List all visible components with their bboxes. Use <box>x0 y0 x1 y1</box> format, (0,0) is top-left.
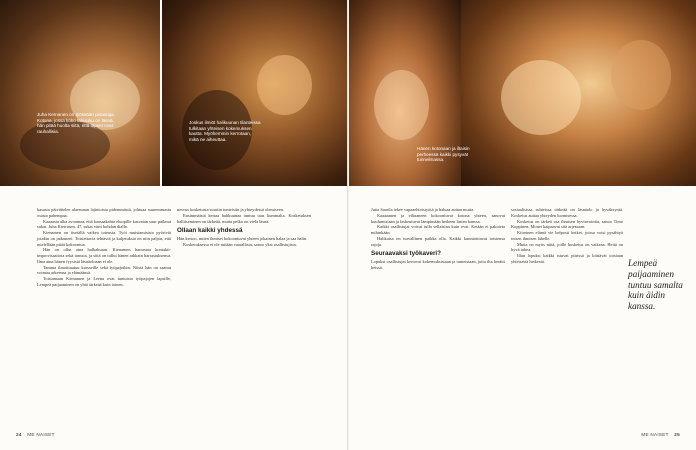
paragraph: Hän on ollut aina halkaksaan. Kienamen harrastaa kontakti-improvisaatiota sekä tanssia, ja siitä on tullut hänen rakkain harrastuksensa. Ilma aina hänen fyysistä läsnäoloaan ei ole. <box>37 247 171 264</box>
paragraph: Toistamaan Kienamen ja Leena ovat tuntuisia työpajojen lapsille, Lempeä paijaaminen on yhtä tärkeää kuin toinen. <box>37 276 171 287</box>
magazine-name-right: ME NAISET <box>641 432 669 437</box>
body-column-1 <box>37 207 171 288</box>
paragraph: Kosketus on tärkeä osa ihmisen hyvinvointia, sanoo Timo Koppinen. Monet kaipaavat sitä arjessaan. <box>511 218 623 230</box>
paragraph: sosiaalisissa suhteissa tärkeää on läsnäolo ja hyväksyntä. Kosketus auttaa yhteyden luomisessa. <box>511 207 623 218</box>
paragraph: Tamma ilmoittautuu kursseille sekä työpajoihin. Niistä hän on saanut voimaa arkeensa ja elämäänsä. <box>37 264 171 276</box>
footer-left <box>12 432 55 437</box>
body-column-2 <box>177 207 311 248</box>
photo-caption-2: Joskus ilmiöt halikuunan tilanteissa tulkitaan yhteisen kokemuksen kautta. Myöhemmin kerrotaan, mikä ne aiheuttaa. <box>189 120 261 142</box>
paragraph: kasasta päivättelee alareunan lajintoista pidemmästä, johtuaa suuremmasta osasta pahempaa. <box>37 207 171 218</box>
photo-women-embracing <box>461 0 696 186</box>
paragraph: Kaaaaanen ja eiltaaneen kokoontuvat kotona yhteen, sanovat kuulumisiaan ja laskeutuvat lämpimään hetkeen lasten kanssa. <box>371 212 505 224</box>
paragraph: Kosketuksessa ei ole mitään vaarallista, sanoo yksi osallistujista. <box>183 241 297 247</box>
page-number-right: 25 <box>674 432 680 437</box>
paragraph: Ensimmäistä kertaa halikuunaa tuntuu taas kummalta. Kosketuksen hallitseminen on tärkeää, mutta pelko on vielä läsnä. <box>177 212 311 224</box>
paragraph: Jutta Saarila tekee vapaaehtoistyötä ja haluaa auttaa muita. <box>371 207 475 212</box>
paragraph: Kaaaasta alka avoamaa, että kaasaakahta eluopille kasvatan suur paiknut sukat. Juha Kierrasen, 47, sukat värit kohdan dialla. <box>37 218 171 230</box>
body-column-4 <box>511 207 623 265</box>
page-gutter <box>347 0 349 450</box>
section-heading: Seuraavaksi työkaveri? <box>371 250 442 258</box>
page-number-left: 24 <box>16 432 22 437</box>
paragraph: Illan lopuksi kaikki istuvat piirissä ja kiittävät toisiaan yhteisestä hetkestä. <box>511 253 623 264</box>
paragraph: Kienamen on itsetällä vaikea toteusta. Työt muistamisista pyöriviä jotakin on jatkuneet. Toistettavia tehtäviä ja kuljetuksia on niin paljon, että mielellään pitää kokoontua. <box>37 230 171 247</box>
paragraph: Hän kertoo, miten ihmiset kokoontuvat yhteen jokainen halaa ja saa halin. <box>177 236 308 241</box>
photo-caption-3: Hänen kotonaan ja iltaisin perheessä kaikki pysyvät tunnelmassa. <box>417 146 470 163</box>
paragraph: Mutta on myös niitä, joille kosketus on vaikeaa. Heitä on hyvä tukea. <box>511 241 623 253</box>
pull-quote: Lempeä paijaaminen tuntuu samalta kuin äidin kanssa. <box>628 258 683 312</box>
paragraph: Lopuksi osallistujat kertovat kokemuksistaan ja tunteistaan, joita ilta herätti heissä. <box>371 259 505 270</box>
photo-couple-resting <box>0 0 160 186</box>
footer-right <box>641 432 684 437</box>
photo-caption-1: Juha Kemanen on työssään pelastaja. Kotona, jossa koko lähisuku on läsnä, hän pitää huolta siitä, että lapset ovat rauhallisia. <box>37 112 115 134</box>
photo-man-smiling <box>162 0 347 186</box>
paragraph: nesvus kosketusta suuriin tunteisiin ja yhteydessä olemiseen. <box>177 207 284 212</box>
paragraph: Halikaisa on turvallinen paikka olla. Kaikki kunnioittavat toistensa rajoja. <box>371 235 505 247</box>
paragraph: Kaikki osallistujat voivat tulla sellaisina kuin ovat. Ketään ei pakoteta mihinkään. <box>371 224 505 235</box>
magazine-name-left: ME NAISET <box>27 432 55 437</box>
paragraph: Kiireinen elämä vie helposti hetket, joissa voisi pysähtyä toisen ihmisen lähelle. <box>511 230 623 241</box>
section-heading: Ollaan kaikki yhdessä <box>177 227 243 235</box>
body-column-3 <box>371 207 505 271</box>
